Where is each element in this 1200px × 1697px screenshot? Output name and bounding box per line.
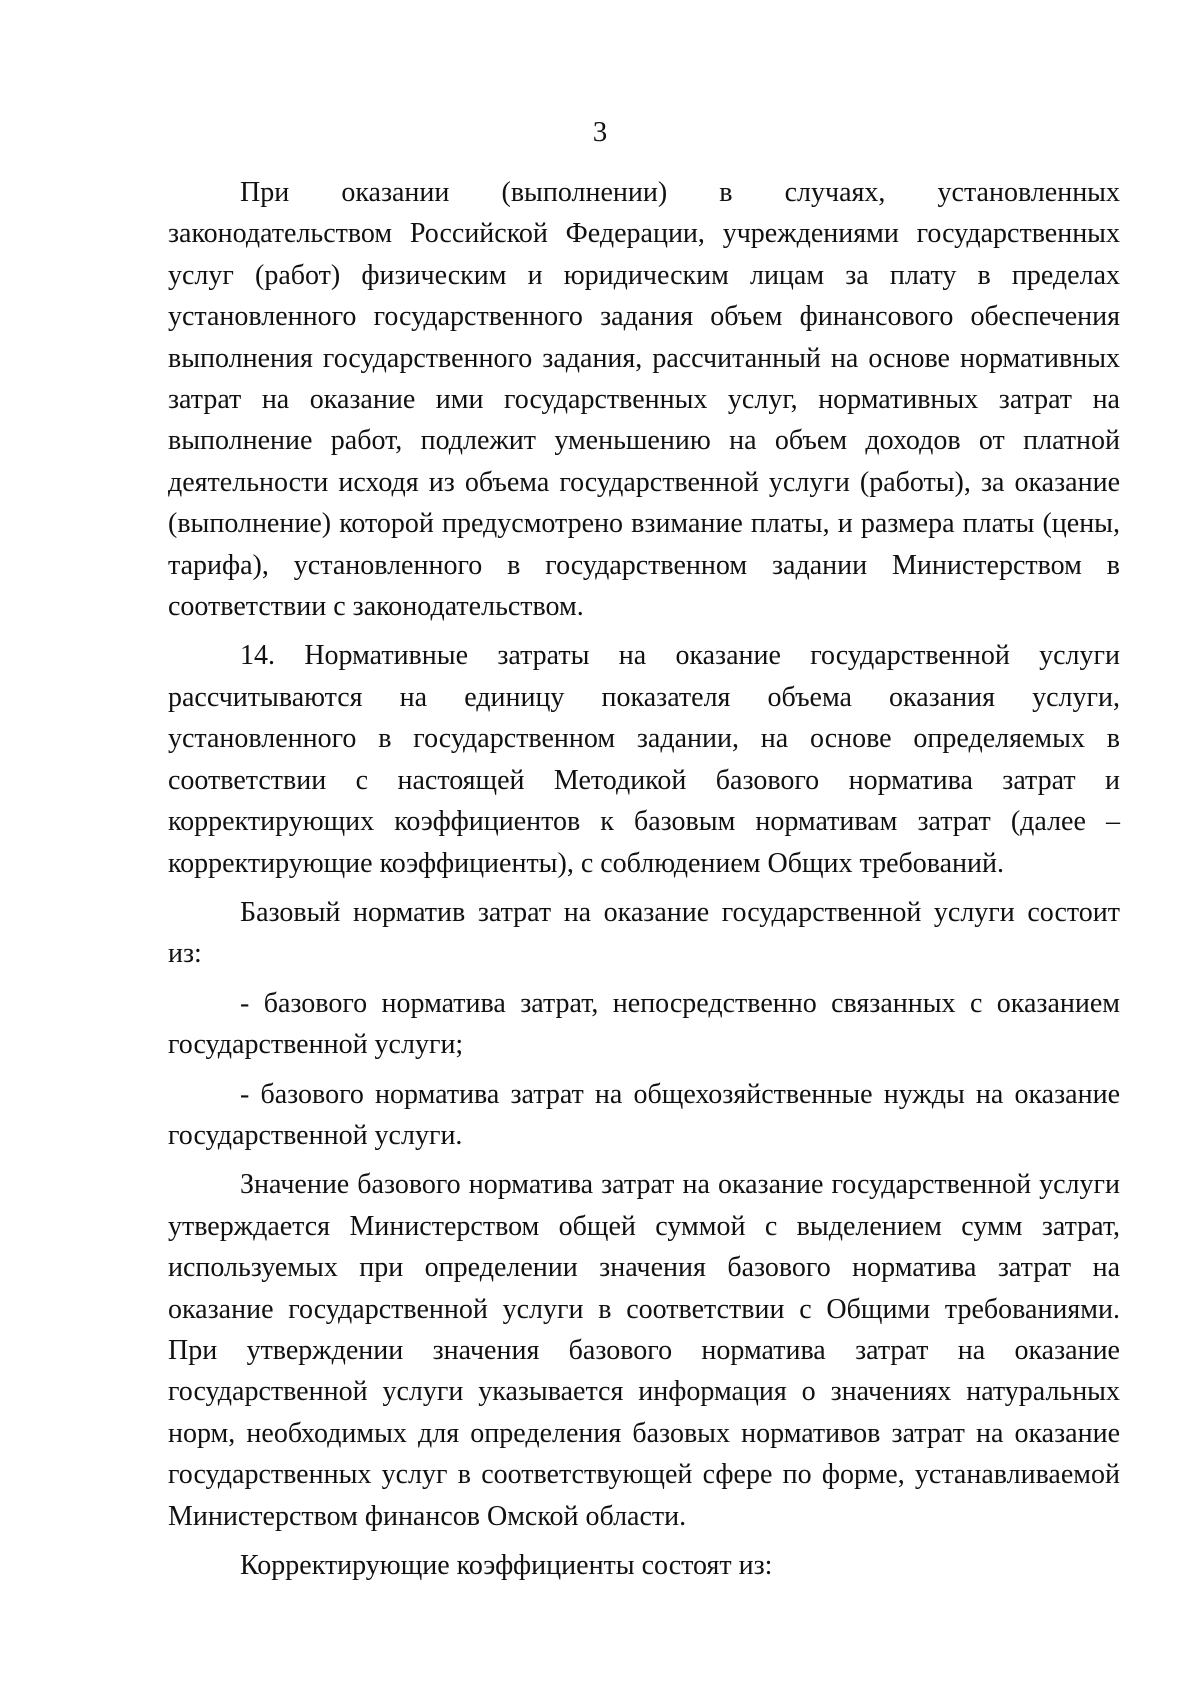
paragraph-14-normative-costs: 14. Нормативные затраты на оказание государственной услуги рассчитываются на единицу показателя объема оказания услуги, установленного в государственном задании, на основе определяемых в соответствии с настоящей Методикой базового норматива затрат и корректирующих коэффициентов к базовым нормативам затрат (далее – корректирующие коэффициенты), с соблюдением Общих требований. <box>168 640 1120 879</box>
paragraph-base-norm-value: Значение базового норматива затрат на оказание государственной услуги утверждается Министерством общей суммой с выделением сумм затрат, используемых при определении значения базового норматива затрат на оказание государственной услуги в соответствии с Общими требованиями. При утверждении значения базового норматива затрат на оказание государственной услуги указывается информация о значениях натуральных норм, необходимых для определения базовых нормативов затрат на оказание государственных услуг в соответствующей сфере по форме, устанавливаемой Министерством финансов Омской области. <box>168 1169 1120 1532</box>
page-number: 3 <box>592 116 608 148</box>
list-item-direct-costs: - базового норматива затрат, непосредственно связанных с оказанием государственной услуги; <box>168 987 1120 1061</box>
document-body <box>168 172 1120 1586</box>
paragraph-paid-services: При оказании (выполнении) в случаях, установленных законодательством Российской Федерации, учреждениями государственных услуг (работ) физическим и юридическим лицам за плату в пределах установленного государственного задания объем финансового обеспечения выполнения государственного задания, рассчитанный на основе нормативных затрат на оказание ими государственных услуг, нормативных затрат на выполнение работ, подлежит уменьшению на объем доходов от платной деятельности исходя из объема государственной услуги (работы), за оказание (выполнение) которой предусмотрено взимание платы, и размера платы (цены, тарифа), установленного в государственном задании Министерством в соответствии с законодательством. <box>168 177 1120 623</box>
list-item-overhead-costs: - базового норматива затрат на общехозяйственные нужды на оказание государственной услуги. <box>168 1078 1120 1151</box>
paragraph-correction-coefficients: Корректирующие коэффициенты состоят из: <box>240 1550 773 1581</box>
paragraph-base-norm-consists: Базовый норматив затрат на оказание государственной услуги состоит из: <box>168 896 1120 970</box>
